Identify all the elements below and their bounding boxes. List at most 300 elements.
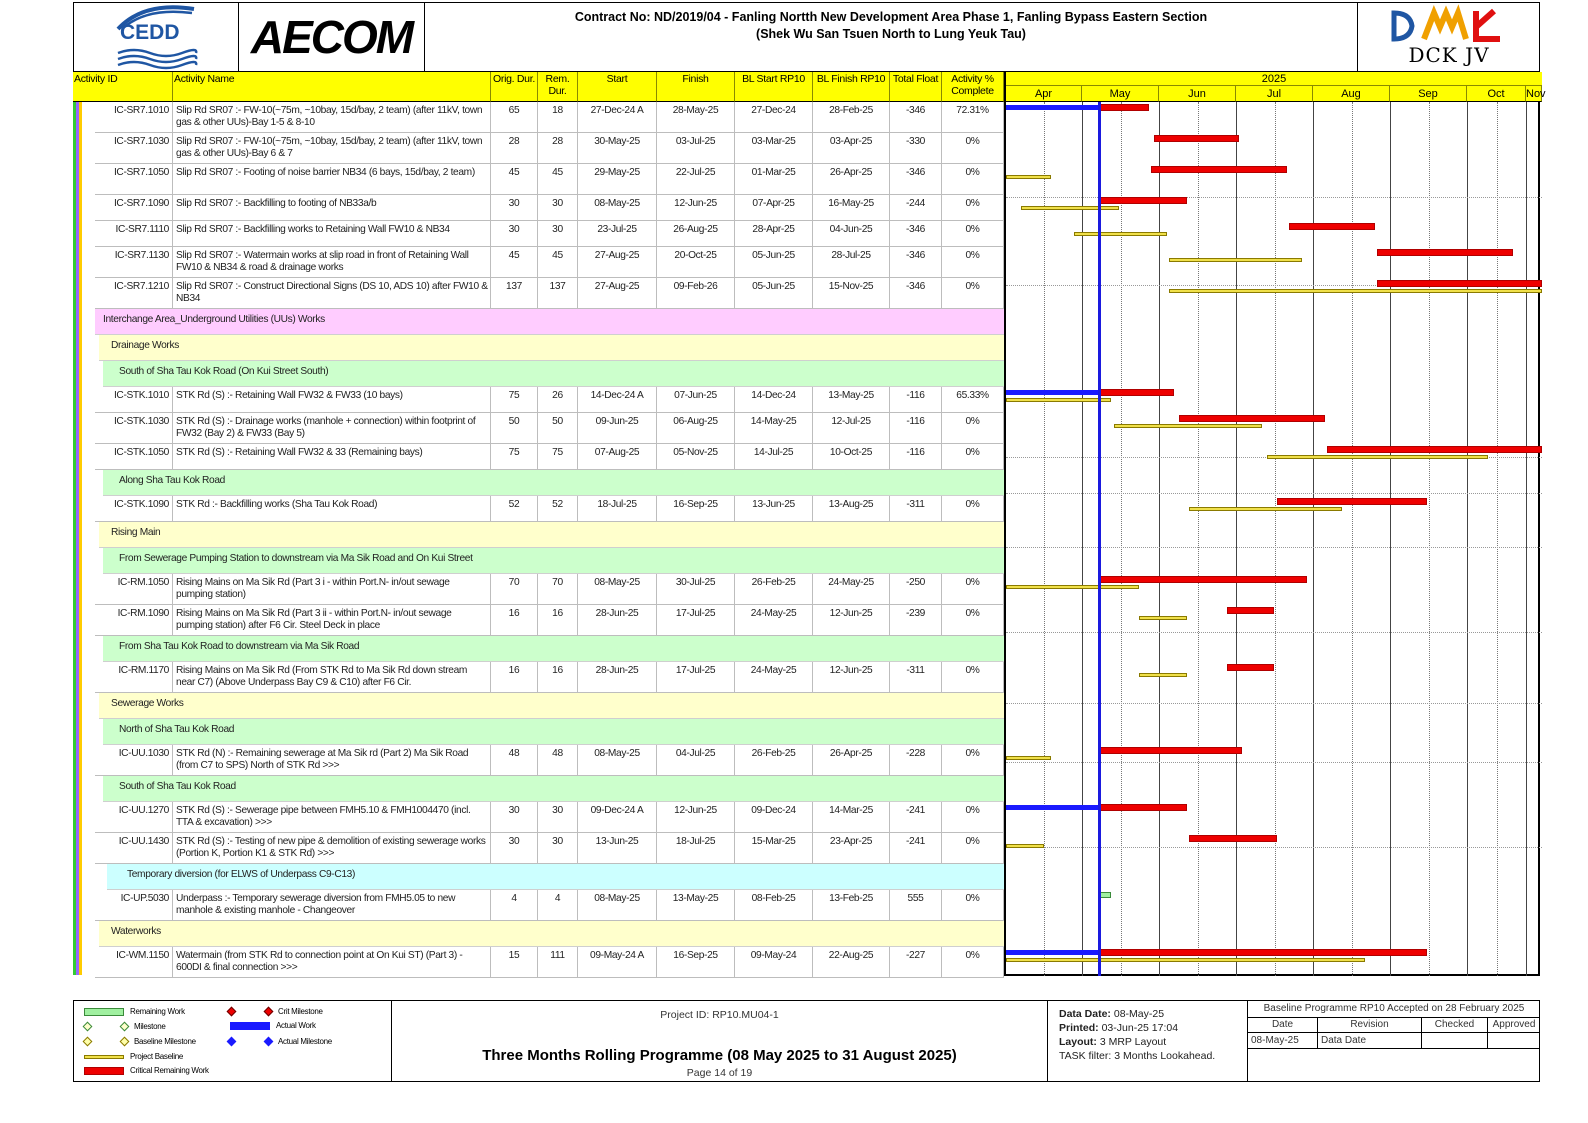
cell-activity-name: Slip Rd SR07 :- Construct Directional Signs (DS 10, ADS 10) after FW10 & NB34 [173,278,491,309]
dck-mark-icon [1358,5,1540,45]
baseline-bar[interactable] [1006,175,1051,179]
month-gridline [1313,102,1314,976]
cell-rem-dur: 45 [538,247,578,278]
cell-start: 18-Jul-25 [578,496,657,522]
cell-total-float: 555 [890,890,942,921]
group-header-row[interactable] [73,522,1004,548]
cell-total-float: -241 [890,802,942,833]
rev-header-revision: Revision [1318,1018,1422,1033]
cell-finish: 07-Jun-25 [657,387,735,413]
critical-remaining-bar[interactable] [1227,664,1275,671]
group-header-label: Along Sha Tau Kok Road [103,470,1004,496]
cell-total-float: -346 [890,102,942,133]
cell-finish: 22-Jul-25 [657,164,735,195]
cell-finish: 12-Jun-25 [657,802,735,833]
baseline-milestone-icon [83,1037,93,1047]
actual-work-bar[interactable] [1006,805,1099,810]
group-header-row[interactable] [73,470,1004,496]
baseline-bar[interactable] [1006,844,1044,848]
cell-orig-dur: 48 [491,745,538,776]
row-gridline [1006,197,1542,198]
cell-activity-name: Rising Mains on Ma Sik Rd (Part 3 ii - within Port.N- in/out sewage pumping station) after F6 Cir. Steel Deck in place [173,605,491,636]
cell-pct-complete: 0% [942,221,1004,247]
project-baseline-swatch [84,1055,124,1059]
col-finish[interactable]: Finish [657,72,735,102]
cell-activity-id: IC-RM.1170 [95,662,173,693]
cell-bl-finish: 12-Jun-25 [813,662,890,693]
col-activity-name[interactable]: Activity Name [173,72,491,102]
cell-rem-dur: 30 [538,195,578,221]
cell-bl-start: 07-Apr-25 [735,195,813,221]
legend [74,1001,392,1081]
crit-milestone-icon [227,1007,237,1017]
baseline-bar[interactable] [1139,673,1187,677]
contract-line-1: Contract No: ND/2019/04 - Fanling Nortth New Development Area Phase 1, Fanling Bypass Eastern Section [574,10,1208,24]
cell-orig-dur: 28 [491,133,538,164]
cell-activity-name: Underpass :- Temporary sewerage diversion from FMH5.05 to new manhole & existing manhole - Changeover [173,890,491,921]
group-header-label: North of Sha Tau Kok Road [103,719,1004,745]
cell-activity-id: IC-SR7.1130 [95,247,173,278]
actual-work-bar[interactable] [1006,105,1099,110]
group-header-row[interactable] [73,636,1004,662]
cell-bl-finish: 15-Nov-25 [813,278,890,309]
cell-start: 09-May-24 A [578,947,657,978]
aecom-logo [239,2,425,72]
activity-row[interactable] [73,890,1004,921]
cell-orig-dur: 30 [491,833,538,864]
cell-activity-name: STK Rd (S) :- Drainage works (manhole + connection) within footprint of FW32 (Bay 2) & FW33 (Bay 5) [173,413,491,444]
cell-pct-complete: 0% [942,605,1004,636]
cell-rem-dur: 45 [538,164,578,195]
rev-row-revision: Data Date [1318,1033,1422,1049]
cell-activity-name: STK Rd (S) :- Retaining Wall FW32 & FW33 (10 bays) [173,387,491,413]
row-gridline [1006,847,1542,848]
cell-rem-dur: 50 [538,413,578,444]
cedd-logo-text: CEDD [120,21,180,44]
critical-remaining-bar[interactable] [1377,280,1542,287]
dck-logo [1358,2,1540,72]
cell-orig-dur: 65 [491,102,538,133]
month-gridline [1467,102,1468,976]
gantt-chart [1004,72,1546,976]
legend-label: Baseline Milestone [134,1037,196,1046]
cell-bl-start: 15-Mar-25 [735,833,813,864]
half-month-gridline [1044,102,1045,976]
critical-remaining-bar[interactable] [1099,576,1307,583]
cell-orig-dur: 70 [491,574,538,605]
baseline-bar[interactable] [1021,206,1119,210]
group-header-row[interactable] [73,361,1004,387]
col-orig-dur[interactable]: Orig. Dur. [491,72,538,102]
cell-activity-id: IC-WM.1150 [95,947,173,978]
col-bl-start[interactable]: BL Start RP10 [735,72,813,102]
critical-remaining-bar[interactable] [1099,104,1149,111]
cell-orig-dur: 30 [491,802,538,833]
cell-bl-start: 08-Feb-25 [735,890,813,921]
activity-row[interactable] [73,278,1004,309]
group-header-label: From Sha Tau Kok Road to downstream via Ma Sik Road [103,636,1004,662]
row-gridline [1006,547,1542,548]
legend-label: Project Baseline [130,1052,184,1061]
activity-row[interactable] [73,387,1004,413]
activity-row[interactable] [73,496,1004,522]
critical-remaining-bar[interactable] [1099,804,1187,811]
cell-activity-id: IC-SR7.1030 [95,133,173,164]
half-month-gridline [1352,102,1353,976]
cell-activity-name: Rising Mains on Ma Sik Rd (Part 3 i - within Port.N- in/out sewage pumping station) [173,574,491,605]
baseline-bar[interactable] [1006,958,1365,962]
cell-activity-name: STK Rd (S) :- Retaining Wall FW32 & 33 (Remaining bays) [173,444,491,470]
activity-row[interactable] [73,574,1004,605]
cell-bl-start: 14-Dec-24 [735,387,813,413]
group-header-label: From Sewerage Pumping Station to downstream via Ma Sik Road and On Kui Street [103,548,1004,574]
group-header-row[interactable] [73,548,1004,574]
cell-rem-dur: 30 [538,802,578,833]
cell-activity-id: IC-UU.1430 [95,833,173,864]
cell-orig-dur: 50 [491,413,538,444]
month-label: Aug [1313,86,1390,102]
gantt-year: 2025 [1006,72,1542,86]
cell-rem-dur: 4 [538,890,578,921]
baseline-bar[interactable] [1169,258,1302,262]
cell-total-float: -228 [890,745,942,776]
rev-row-approved [1488,1033,1540,1049]
cell-total-float: -244 [890,195,942,221]
cell-bl-finish: 13-Feb-25 [813,890,890,921]
cell-bl-finish: 14-Mar-25 [813,802,890,833]
project-info [392,1001,1048,1081]
cell-pct-complete: 0% [942,745,1004,776]
cell-bl-start: 05-Jun-25 [735,278,813,309]
cell-bl-finish: 10-Oct-25 [813,444,890,470]
baseline-bar[interactable] [1169,289,1542,293]
legend-crit-milestone [228,1007,323,1016]
cell-activity-name: Slip Rd SR07 :- FW-10(~75m, ~10bay, 15d/bay, 2 team) (after 11kV, town gas & other UUs)-Bay 1-5 & 8-10 [173,102,491,133]
cell-activity-id: IC-UU.1270 [95,802,173,833]
cell-bl-finish: 24-May-25 [813,574,890,605]
cell-bl-start: 13-Jun-25 [735,496,813,522]
cell-start: 29-May-25 [578,164,657,195]
group-header-row[interactable] [73,309,1004,335]
critical-remaining-bar[interactable] [1099,389,1174,396]
cell-bl-start: 24-May-25 [735,662,813,693]
activity-row[interactable] [73,133,1004,164]
cell-finish: 13-May-25 [657,890,735,921]
cell-pct-complete: 0% [942,195,1004,221]
milestone-icon [83,1022,93,1032]
contract-line-2: (Shek Wu San Tsuen North to Lung Yeuk Tau) [756,27,1026,41]
cell-total-float: -116 [890,387,942,413]
critical-remaining-bar[interactable] [1227,607,1275,614]
month-label: Jun [1159,86,1236,102]
critical-remaining-bar[interactable] [1151,166,1286,173]
half-month-gridline [1198,102,1199,976]
critical-remaining-bar[interactable] [1377,249,1512,256]
cell-start: 23-Jul-25 [578,221,657,247]
cell-bl-start: 03-Mar-25 [735,133,813,164]
cell-bl-finish: 12-Jun-25 [813,605,890,636]
revision-block [1248,1001,1540,1081]
cell-rem-dur: 16 [538,662,578,693]
cell-start: 09-Jun-25 [578,413,657,444]
cell-total-float: -227 [890,947,942,978]
cell-total-float: -330 [890,133,942,164]
critical-remaining-work-swatch [84,1067,124,1075]
cell-pct-complete: 0% [942,802,1004,833]
footer [73,1000,1540,1082]
group-header-row[interactable] [73,335,1004,361]
cell-start: 27-Dec-24 A [578,102,657,133]
critical-remaining-bar[interactable] [1189,835,1277,842]
page-number: Page 14 of 19 [686,1067,753,1079]
group-header-label: Sewerage Works [99,693,1004,719]
col-rem-dur[interactable]: Rem. Dur. [538,72,578,102]
col-total-float[interactable]: Total Float [890,72,942,102]
rev-header-checked: Checked [1422,1018,1488,1033]
cell-activity-name: Watermain (from STK Rd to connection point at On Kui ST) (Part 3) - 600DI & final connection >>> [173,947,491,978]
legend-critical-remaining-work [84,1066,209,1075]
cell-finish: 16-Sep-25 [657,947,735,978]
critical-remaining-bar[interactable] [1099,197,1187,204]
rev-header-approved: Approved [1488,1018,1540,1033]
cell-finish: 20-Oct-25 [657,247,735,278]
half-month-gridline [1497,102,1498,976]
milestone-icon [120,1022,130,1032]
cell-activity-id: IC-STK.1090 [95,496,173,522]
cell-total-float: -346 [890,278,942,309]
cell-orig-dur: 45 [491,247,538,278]
cell-bl-start: 24-May-25 [735,605,813,636]
cell-bl-finish: 13-May-25 [813,387,890,413]
data-date-label: Data Date: [1059,1008,1111,1020]
cell-rem-dur: 26 [538,387,578,413]
aecom-logo-text: AECOM [250,11,413,63]
project-id: Project ID: RP10.MU04-1 [660,1009,779,1021]
rev-header-date: Date [1248,1018,1318,1033]
layout-value: 3 MRP Layout [1099,1036,1167,1048]
actual-milestone-icon [264,1037,274,1047]
actual-work-bar[interactable] [1006,390,1099,395]
cell-activity-id: IC-STK.1050 [95,444,173,470]
cell-pct-complete: 0% [942,133,1004,164]
legend-label: Crit Milestone [278,1007,323,1016]
cell-activity-name: Rising Mains on Ma Sik Rd (From STK Rd to Ma Sik Rd down stream near C7) (Above Underpass Bay C9 & C10) after F6 Cir. [173,662,491,693]
cell-activity-name: Slip Rd SR07 :- Backfilling works to Retaining Wall FW10 & NB34 [173,221,491,247]
critical-remaining-bar[interactable] [1154,135,1239,142]
cell-pct-complete: 0% [942,496,1004,522]
activity-row[interactable] [73,102,1004,133]
activity-row[interactable] [73,662,1004,693]
month-label: Apr [1006,86,1082,102]
critical-remaining-bar[interactable] [1327,446,1542,453]
col-start[interactable]: Start [578,72,657,102]
cell-total-float: -241 [890,833,942,864]
baseline-bar[interactable] [1267,455,1488,459]
col-bl-finish[interactable]: BL Finish RP10 [813,72,890,102]
cell-finish: 05-Nov-25 [657,444,735,470]
legend-remaining-work [84,1007,185,1016]
cell-rem-dur: 28 [538,133,578,164]
group-header-row[interactable] [73,693,1004,719]
cell-orig-dur: 75 [491,444,538,470]
cell-activity-id: IC-SR7.1210 [95,278,173,309]
cell-bl-finish: 03-Apr-25 [813,133,890,164]
cell-bl-start: 26-Feb-25 [735,574,813,605]
cell-finish: 03-Jul-25 [657,133,735,164]
cell-orig-dur: 137 [491,278,538,309]
data-date-line [1098,102,1101,976]
actual-work-bar[interactable] [1006,950,1099,955]
baseline-bar[interactable] [1074,232,1167,236]
cell-total-float: -346 [890,221,942,247]
cell-finish: 06-Aug-25 [657,413,735,444]
col-pct-complete[interactable]: Activity % Complete [942,72,1004,102]
baseline-bar[interactable] [1139,616,1187,620]
cell-bl-finish: 26-Apr-25 [813,164,890,195]
group-header-row[interactable] [73,921,1004,947]
cell-start: 27-Aug-25 [578,278,657,309]
activity-row[interactable] [73,745,1004,776]
cell-finish: 09-Feb-26 [657,278,735,309]
cell-rem-dur: 137 [538,278,578,309]
cell-total-float: -116 [890,413,942,444]
baseline-bar[interactable] [1189,507,1342,511]
cell-rem-dur: 75 [538,444,578,470]
cell-rem-dur: 30 [538,221,578,247]
rev-row-checked [1422,1033,1488,1049]
baseline-bar[interactable] [1006,756,1051,760]
col-activity-id[interactable]: Activity ID [73,72,173,102]
month-label: Oct [1467,86,1526,102]
cell-start: 28-Jun-25 [578,605,657,636]
cell-bl-start: 05-Jun-25 [735,247,813,278]
group-header-label: Waterworks [99,921,1004,947]
critical-remaining-bar[interactable] [1289,223,1374,230]
cell-finish: 28-May-25 [657,102,735,133]
cell-bl-finish: 12-Jul-25 [813,413,890,444]
cell-bl-finish: 26-Apr-25 [813,745,890,776]
cell-start: 14-Dec-24 A [578,387,657,413]
month-label: Sep [1390,86,1467,102]
critical-remaining-bar[interactable] [1277,498,1427,505]
activity-row[interactable] [73,247,1004,278]
group-header-row[interactable] [73,719,1004,745]
cell-start: 08-May-25 [578,574,657,605]
cell-bl-start: 27-Dec-24 [735,102,813,133]
half-month-gridline [1275,102,1276,976]
cell-rem-dur: 52 [538,496,578,522]
cell-activity-name: Slip Rd SR07 :- Footing of noise barrier NB34 (6 bays, 15d/bay, 2 team) [173,164,491,195]
critical-remaining-bar[interactable] [1179,415,1324,422]
print-info [1048,1001,1248,1081]
cell-activity-name: STK Rd :- Backfilling works (Sha Tau Kok Road) [173,496,491,522]
month-label: Nov [1526,88,1546,100]
cell-pct-complete: 0% [942,164,1004,195]
cell-pct-complete: 0% [942,444,1004,470]
activity-row[interactable] [73,802,1004,833]
cell-activity-name: Slip Rd SR07 :- Backfilling to footing of NB33a/b [173,195,491,221]
cell-orig-dur: 30 [491,195,538,221]
cell-bl-finish: 28-Jul-25 [813,247,890,278]
activity-row[interactable] [73,195,1004,221]
cell-rem-dur: 48 [538,745,578,776]
cell-start: 09-Dec-24 A [578,802,657,833]
cell-total-float: -346 [890,247,942,278]
cell-orig-dur: 52 [491,496,538,522]
month-gridline [1390,102,1391,976]
cell-total-float: -250 [890,574,942,605]
crit-milestone-icon [264,1007,274,1017]
layout-label: Layout: [1059,1036,1097,1048]
cedd-logo [73,2,239,72]
cell-bl-start: 09-May-24 [735,947,813,978]
cell-activity-name: Slip Rd SR07 :- Watermain works at slip road in front of Retaining Wall FW10 & NB34 & road & drainage works [173,247,491,278]
cell-finish: 12-Jun-25 [657,195,735,221]
cell-bl-finish: 28-Feb-25 [813,102,890,133]
baseline-bar[interactable] [1006,585,1139,589]
cell-rem-dur: 111 [538,947,578,978]
cell-orig-dur: 45 [491,164,538,195]
cell-activity-name: STK Rd (S) :- Sewerage pipe between FMH5.10 & FMH1004470 (incl. TTA & excavation) >>> [173,802,491,833]
cell-orig-dur: 75 [491,387,538,413]
activity-row[interactable] [73,444,1004,470]
group-header-row[interactable] [73,776,1004,802]
cell-activity-id: IC-SR7.1110 [95,221,173,247]
activity-row[interactable] [73,164,1004,195]
legend-actual-milestone [228,1037,332,1046]
row-gridline [1006,762,1542,763]
legend-label: Milestone [134,1022,166,1031]
cell-total-float: -311 [890,662,942,693]
cell-pct-complete: 0% [942,947,1004,978]
legend-project-baseline [84,1052,183,1061]
group-header-label: South of Sha Tau Kok Road (On Kui Street South) [103,361,1004,387]
cell-finish: 16-Sep-25 [657,496,735,522]
cell-finish: 30-Jul-25 [657,574,735,605]
month-label: Jul [1236,86,1313,102]
row-gridline [1006,632,1542,633]
rev-row-date: 08-May-25 [1248,1033,1318,1049]
activity-row[interactable] [73,221,1004,247]
month-gridline [1236,102,1237,976]
cell-start: 28-Jun-25 [578,662,657,693]
activity-row[interactable] [73,605,1004,636]
cell-start: 27-Aug-25 [578,247,657,278]
baseline-note: Baseline Programme RP10 Accepted on 28 February 2025 [1248,1003,1540,1018]
cell-total-float: -311 [890,496,942,522]
cell-rem-dur: 16 [538,605,578,636]
cell-pct-complete: 0% [942,662,1004,693]
month-label: May [1082,86,1159,102]
legend-label: Remaining Work [130,1007,185,1016]
cell-orig-dur: 16 [491,662,538,693]
activity-row[interactable] [73,833,1004,864]
critical-remaining-bar[interactable] [1099,747,1242,754]
baseline-bar[interactable] [1006,398,1111,402]
row-gridline [1006,493,1542,494]
data-date-value: 08-May-25 [1113,1008,1165,1020]
cell-rem-dur: 70 [538,574,578,605]
activity-row[interactable] [73,413,1004,444]
baseline-bar[interactable] [1114,424,1262,428]
group-header-row[interactable] [73,864,1004,890]
activity-row[interactable] [73,947,1004,978]
cell-pct-complete: 0% [942,833,1004,864]
programme-sheet [73,2,1546,1082]
cell-orig-dur: 30 [491,221,538,247]
cell-bl-start: 09-Dec-24 [735,802,813,833]
critical-remaining-bar[interactable] [1099,949,1428,956]
